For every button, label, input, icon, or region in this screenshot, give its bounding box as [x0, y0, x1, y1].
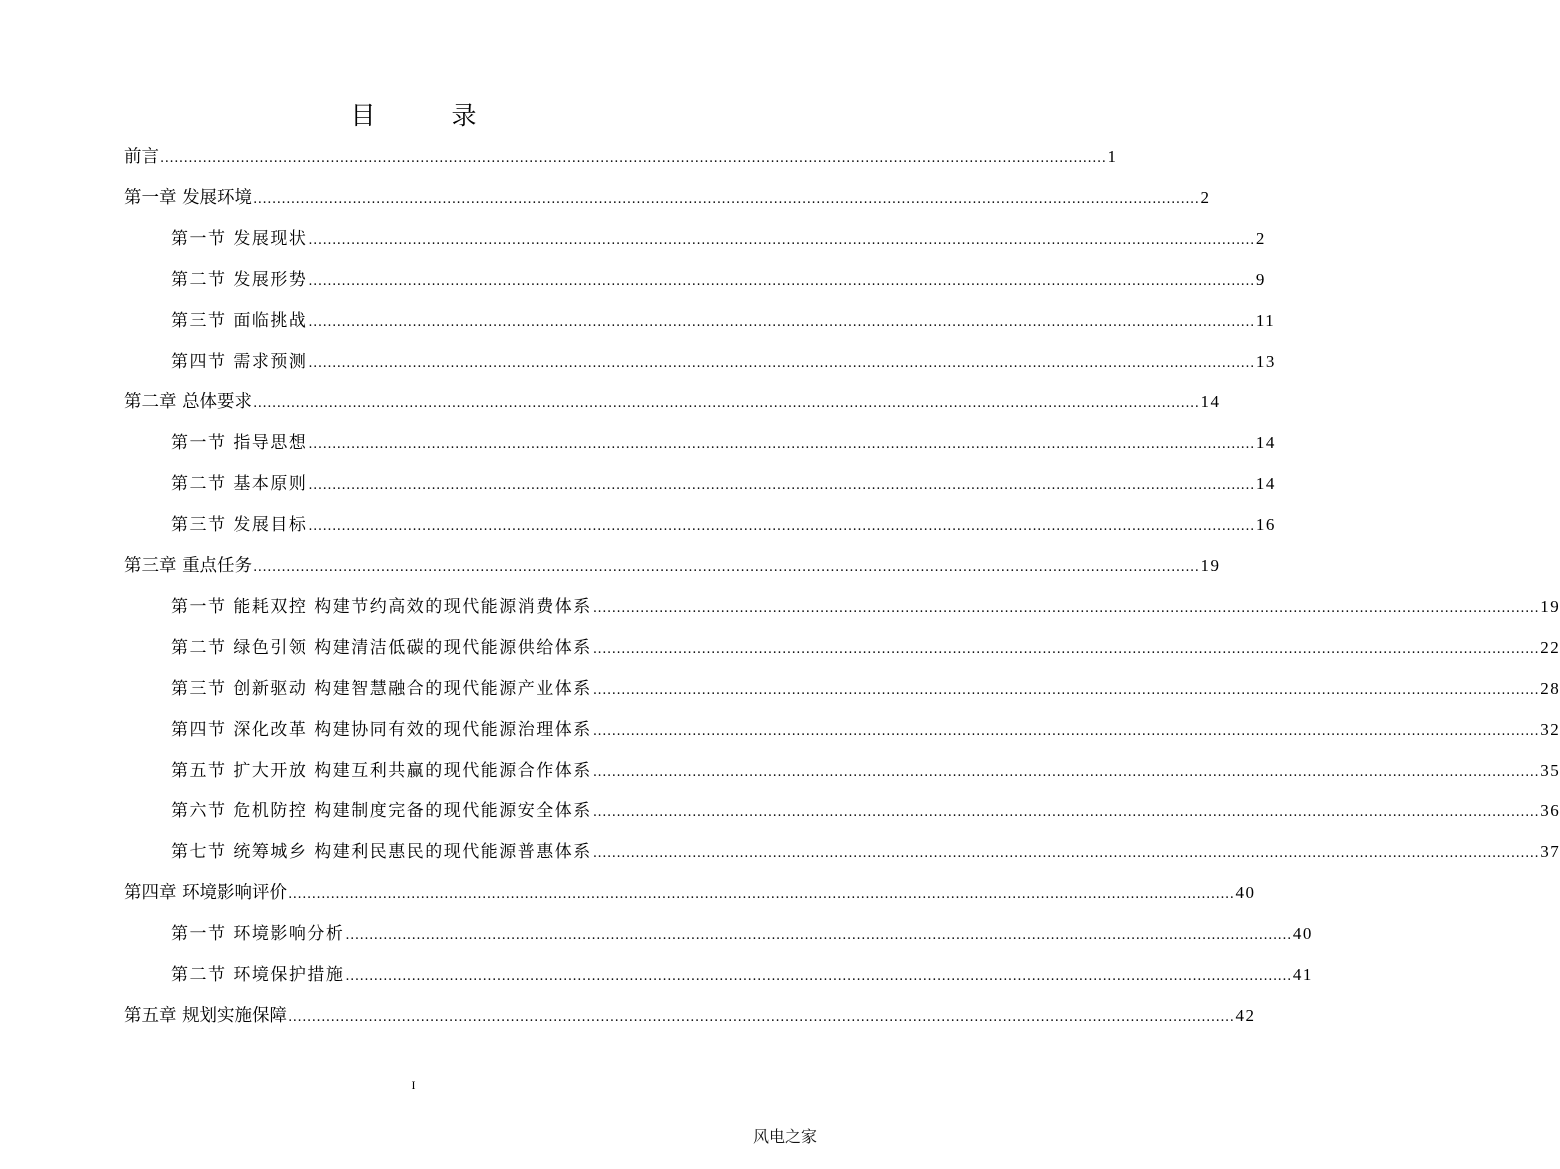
- toc-leader-dots: ........................................................................................................................................................................................................: [345, 928, 1292, 944]
- toc-section-entry[interactable]: [171, 799, 1560, 823]
- toc-entry-page-number: 2: [1255, 228, 1266, 248]
- toc-entry-label: 第一章 发展环境: [124, 187, 253, 208]
- toc-entry-label: 第二节 绿色引领 构建清洁低碳的现代能源供给体系: [171, 637, 592, 658]
- toc-entry-label: 第一节 环境影响分析: [171, 924, 345, 945]
- toc-leader-dots: ........................................................................................................................................................................................................: [592, 846, 1540, 862]
- toc-entry-page-number: 9: [1255, 269, 1266, 289]
- toc-entry-page-number: 2: [1200, 187, 1211, 207]
- toc-entry-label: 第二节 环境保护措施: [171, 965, 345, 985]
- toc-entry-label: 第一节 指导思想: [171, 433, 308, 454]
- toc-leader-dots: ........................................................................................................................................................................................................: [288, 887, 1235, 903]
- toc-chapter-entry[interactable]: [124, 881, 1256, 905]
- toc-entry-page-number: 36: [1540, 801, 1560, 821]
- toc-entry-page-number: 16: [1255, 515, 1276, 535]
- toc-entry-label: 第三节 面临挑战: [171, 310, 308, 331]
- toc-leader-dots: ........................................................................................................................................................................................................: [308, 519, 1255, 535]
- toc-entry-page-number: 14: [1255, 433, 1276, 453]
- page-title: 目 录: [350, 101, 511, 130]
- toc-entry-page-number: 42: [1235, 1005, 1256, 1025]
- toc-entry-label: 第二节 基本原则: [171, 474, 308, 495]
- toc-entry-label: 第四节 需求预测: [171, 351, 308, 372]
- toc-entry-page-number: 1: [1107, 147, 1118, 166]
- toc-leader-dots: ........................................................................................................................................................................................................: [253, 191, 1200, 207]
- toc-entry-page-number: 22: [1540, 637, 1560, 657]
- toc-section-entry[interactable]: [171, 840, 1560, 864]
- toc-entry-page-number: 40: [1292, 924, 1313, 944]
- toc-entry-label: 第一节 能耗双控 构建节约高效的现代能源消费体系: [171, 596, 592, 617]
- toc-entry-page-number: 40: [1235, 883, 1256, 903]
- toc-entry-page-number: 11: [1255, 310, 1276, 330]
- toc-chapter-entry[interactable]: [124, 390, 1221, 414]
- toc-leader-dots: ........................................................................................................................................................................................................: [308, 478, 1255, 494]
- toc-entry-page-number: 19: [1540, 596, 1560, 616]
- toc-chapter-entry[interactable]: [124, 145, 1118, 169]
- toc-entry-label: 第五章 规划实施保障: [124, 1005, 288, 1026]
- toc-leader-dots: ........................................................................................................................................................................................................: [592, 682, 1540, 698]
- toc-leader-dots: ........................................................................................................................................................................................................: [160, 151, 1107, 166]
- toc-entry-page-number: 35: [1540, 760, 1560, 780]
- toc-leader-dots: ........................................................................................................................................................................................................: [253, 396, 1200, 412]
- toc-section-entry[interactable]: [171, 759, 1560, 783]
- toc-entry-page-number: 37: [1540, 842, 1560, 862]
- toc-section-entry[interactable]: [171, 227, 1266, 251]
- toc-entry-page-number: 14: [1255, 474, 1276, 494]
- toc-leader-dots: ........................................................................................................................................................................................................: [288, 1009, 1235, 1025]
- toc-entry-page-number: 13: [1255, 351, 1276, 371]
- toc-section-entry[interactable]: [171, 963, 1313, 987]
- toc-leader-dots: ........................................................................................................................................................................................................: [592, 600, 1540, 616]
- toc-leader-dots: ........................................................................................................................................................................................................: [345, 969, 1292, 984]
- toc-leader-dots: ........................................................................................................................................................................................................: [592, 641, 1540, 657]
- toc-section-entry[interactable]: [171, 268, 1266, 292]
- footer-page-number: I: [411, 1078, 416, 1092]
- toc-section-entry[interactable]: [171, 595, 1560, 619]
- toc-leader-dots: ........................................................................................................................................................................................................: [308, 314, 1255, 330]
- watermark-text: 风电之家: [752, 1127, 817, 1146]
- toc-entry-page-number: 41: [1292, 965, 1313, 984]
- toc-section-entry[interactable]: [171, 350, 1276, 374]
- toc-section-entry[interactable]: [171, 472, 1276, 496]
- toc-section-entry[interactable]: [171, 309, 1276, 333]
- toc-entry-page-number: 28: [1540, 678, 1560, 698]
- toc-leader-dots: ........................................................................................................................................................................................................: [592, 723, 1540, 739]
- toc-section-entry[interactable]: [171, 718, 1560, 742]
- toc-entry-label: 第三节 发展目标: [171, 515, 308, 536]
- toc-entry-label: 第三节 创新驱动 构建智慧融合的现代能源产业体系: [171, 678, 592, 699]
- toc-entry-label: 第五节 扩大开放 构建互利共赢的现代能源合作体系: [171, 760, 592, 781]
- toc-entry-label: 第三章 重点任务: [124, 556, 253, 576]
- toc-chapter-entry[interactable]: [124, 554, 1221, 578]
- toc-section-entry[interactable]: [171, 431, 1276, 455]
- toc-leader-dots: ........................................................................................................................................................................................................: [592, 764, 1540, 780]
- toc-entry-page-number: 14: [1200, 392, 1221, 412]
- toc-entry-label: 第七节 统筹城乡 构建利民惠民的现代能源普惠体系: [171, 842, 592, 863]
- toc-section-entry[interactable]: [171, 636, 1560, 660]
- toc-leader-dots: ........................................................................................................................................................................................................: [253, 560, 1200, 575]
- toc-entry-label: 第一节 发展现状: [171, 228, 308, 249]
- toc-chapter-entry[interactable]: [124, 186, 1211, 210]
- toc-entry-label: 第二节 发展形势: [171, 269, 308, 290]
- toc-entry-label: 第二章 总体要求: [124, 392, 253, 413]
- toc-section-entry[interactable]: [171, 922, 1313, 946]
- toc-leader-dots: ........................................................................................................................................................................................................: [308, 232, 1255, 248]
- toc-leader-dots: ........................................................................................................................................................................................................: [592, 805, 1540, 821]
- toc-entry-label: 第四节 深化改革 构建协同有效的现代能源治理体系: [171, 719, 592, 740]
- toc-entry-page-number: 32: [1540, 719, 1560, 739]
- toc-leader-dots: ........................................................................................................................................................................................................: [308, 437, 1255, 453]
- toc-entry-page-number: 19: [1200, 556, 1221, 575]
- toc-chapter-entry[interactable]: [124, 1004, 1256, 1028]
- toc-leader-dots: ........................................................................................................................................................................................................: [308, 355, 1255, 371]
- toc-section-entry[interactable]: [171, 677, 1560, 701]
- toc-entry-label: 第四章 环境影响评价: [124, 883, 288, 904]
- toc-entry-label: 前言: [124, 147, 159, 167]
- toc-leader-dots: ........................................................................................................................................................................................................: [308, 273, 1255, 289]
- toc-entry-label: 第六节 危机防控 构建制度完备的现代能源安全体系: [171, 801, 592, 822]
- toc-section-entry[interactable]: [171, 513, 1276, 537]
